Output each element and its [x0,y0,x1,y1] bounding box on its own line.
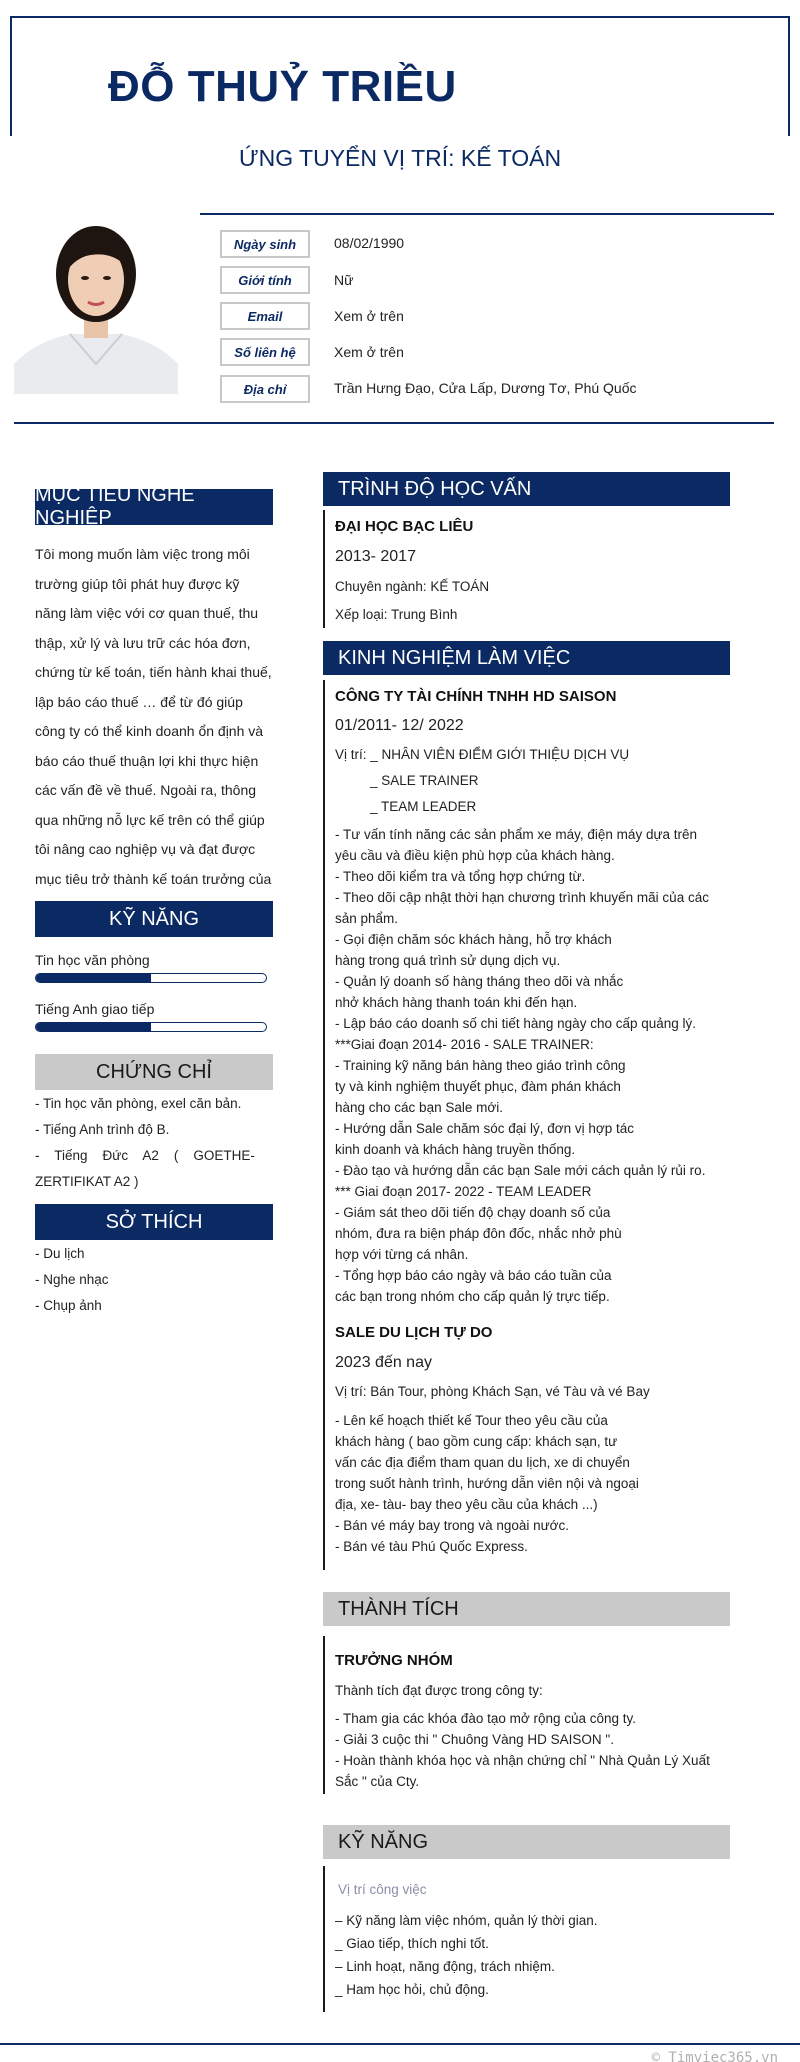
job1-duty-line: sản phẩm. [335,911,399,926]
skill-label: Tiếng Anh giao tiếp [35,1001,155,1017]
certificate-item: - Tin học văn phòng, exel căn bản. [35,1096,242,1111]
job2-role: Vị trí: Bán Tour, phòng Khách Sạn, vé Tàu và vé Bay [335,1384,650,1399]
job1-duty-line: - Giám sát theo dõi tiến độ chạy doanh số của [335,1205,611,1220]
job1-duty-line: - Theo dõi kiểm tra và tổng hợp chứng từ. [335,869,586,884]
job1-duty-line: ***Giai đoạn 2014- 2016 - SALE TRAINER: [335,1037,594,1052]
job2-duty-line: - Bán vé tàu Phú Quốc Express. [335,1539,528,1554]
skills-heading: KỸ NĂNG [35,901,273,937]
info-top-divider [200,213,774,215]
skills2-line: _ Ham học hỏi, chủ động. [335,1982,489,1997]
job2-duty-line: - Lên kế hoạch thiết kế Tour theo yêu cầu của [335,1413,608,1428]
job1-duty-line: - Quản lý doanh số hàng tháng theo dõi và nhắc [335,974,624,989]
label-email: Email [220,302,310,330]
job1-duty-line: ty và kinh nghiệm thuyết phục, đàm phán khách [335,1079,621,1094]
job1-duty-line: - Tư vấn tính năng các sản phẩm xe máy, điện máy dựa trên [335,827,698,842]
certificate-item: - Tiếng Đức A2 ( GOETHE- [35,1148,255,1163]
label-address: Địa chỉ [220,375,310,403]
job1-duty-line: - Đào tạo và hướng dẫn các bạn Sale mới cách quản lý rủi ro. [335,1163,706,1178]
certificate-item: ZERTIFIKAT A2 ) [35,1174,139,1189]
certificates-heading: CHỨNG CHỈ [35,1054,273,1090]
job1-duty-line: yêu cầu và điều kiện phù hợp của khách hàng. [335,848,615,863]
job1-duty-line: - Lập báo cáo doanh số chi tiết hàng ngày cho cấp quảng lý. [335,1016,697,1031]
hobbies-heading: SỞ THÍCH [35,1204,273,1240]
experience-rule [323,680,325,1570]
job1-role: _ TEAM LEADER [370,799,477,814]
job1-role: Vị trí: _ NHÂN VIÊN ĐIỂM GIỚI THIỆU DỊCH VỤ [335,747,630,762]
value-email: Xem ở trên [334,308,404,324]
education-school: ĐẠI HỌC BẠC LIÊU [335,518,474,535]
objective-text: Tôi mong muốn làm việc trong môi trường giúp tôi phát huy được kỹ năng làm việc với cơ quan thuế, thu thập, xử lý và lưu trữ các hóa đơn, chứng từ kế toán, tiến hành khai thuế, lập báo cáo thuế … để từ đó giúp công ty có thể kinh doanh ổn định và báo cáo thuế thuận lợi khi thực hiện các vấn đề về thuế. Ngoài ra, thông qua những nỗ lực kế trên có thể giúp tôi nâng cao nghiệp vụ và đạt được mục tiêu trở thành kế toán trưởng của [35,546,272,887]
skill-bar [35,973,267,983]
watermark: © Timviec365.vn [651,2050,778,2062]
skills2-rule [323,1866,325,2012]
achievement-line: - Tham gia các khóa đào tạo mở rộng của công ty. [335,1711,637,1726]
value-gender: Nữ [334,272,354,288]
job1-company: CÔNG TY TÀI CHÍNH TNHH HD SAISON [335,688,617,705]
skills2-subtitle: Vị trí công việc [338,1882,427,1897]
education-period: 2013- 2017 [335,548,416,565]
skill-label: Tin học văn phòng [35,952,150,968]
achievement-line: - Hoàn thành khóa học và nhận chứng chỉ " Nhà Quản Lý Xuất [335,1753,710,1768]
hobby-item: - Nghe nhạc [35,1272,109,1287]
achievement-line: - Giải 3 cuộc thi " Chuông Vàng HD SAISON ". [335,1732,614,1747]
education-major: Chuyên ngành: KẾ TOÁN [335,579,490,594]
candidate-name: ĐỖ THUỶ TRIỀU [108,62,457,111]
skill-bar-fill [36,1023,151,1031]
job1-duty-line: - Training kỹ năng bán hàng theo giáo trình công [335,1058,626,1073]
footer-divider [0,2043,800,2045]
certificate-item: - Tiếng Anh trình độ B. [35,1122,170,1137]
education-grade: Xếp loại: Trung Bình [335,607,458,622]
job1-duty-line: - Hướng dẫn Sale chăm sóc đại lý, đơn vị hợp tác [335,1121,634,1136]
skills2-heading: KỸ NĂNG [323,1825,730,1859]
achievement-title: TRƯỞNG NHÓM [335,1652,453,1669]
job1-role: _ SALE TRAINER [370,773,479,788]
skill-bar [35,1022,267,1032]
job2-company: SALE DU LỊCH TỰ DO [335,1324,493,1341]
job1-duty-line: kinh doanh và khách hàng truyền thống. [335,1142,576,1157]
skills2-line: – Linh hoạt, năng động, trách nhiệm. [335,1959,555,1974]
job2-duty-line: địa, xe- tàu- bay theo yêu cầu của khách ...) [335,1497,598,1512]
hobby-item: - Chụp ảnh [35,1298,102,1313]
job1-duty-line: hợp với từng cá nhân. [335,1247,469,1262]
job2-duty-line: trong suốt hành trình, hướng dẫn viên nội và ngoại [335,1476,639,1491]
skills2-line: – Kỹ năng làm việc nhóm, quản lý thời gian. [335,1913,598,1928]
job1-duty-line: - Theo dõi cập nhật thời hạn chương trình khuyến mãi của các [335,890,709,905]
achievement-intro: Thành tích đạt được trong công ty: [335,1683,543,1698]
info-bottom-divider [14,422,774,424]
objective-heading: MỤC TIÊU NGHỀ NGHIỆP [35,489,273,525]
hobby-item: - Du lịch [35,1246,85,1261]
label-birthdate: Ngày sinh [220,230,310,258]
job1-period: 01/2011- 12/ 2022 [335,717,464,734]
education-heading: TRÌNH ĐỘ HỌC VẤN [323,472,730,506]
job1-duty-line: các bạn trong nhóm cho cấp quản lý trực tiếp. [335,1289,610,1304]
job2-duty-line: - Bán vé máy bay trong và ngoài nước. [335,1518,570,1533]
achievements-rule [323,1636,325,1794]
job1-duty-line: - Gọi điện chăm sóc khách hàng, hỗ trợ khách [335,932,612,947]
applied-position: ỨNG TUYỂN VỊ TRÍ: KẾ TOÁN [238,145,562,171]
job2-period: 2023 đến nay [335,1354,432,1371]
achievements-heading: THÀNH TÍCH [323,1592,730,1626]
job1-duty-line: nhở khách hàng thanh toán khi đến hạn. [335,995,578,1010]
job2-duty-line: khách hàng ( bao gồm cung cấp: khách sạn, tư [335,1434,618,1449]
job2-duty-line: vấn các địa điểm tham quan du lịch, xe di chuyển [335,1455,630,1470]
job1-duty-line: hàng trong quá trình sử dụng dịch vụ. [335,953,561,968]
job1-duty-line: hàng cho các bạn Sale mới. [335,1100,503,1115]
education-rule [323,510,325,628]
skill-bar-fill [36,974,151,982]
skills2-line: _ Giao tiếp, thích nghi tốt. [335,1936,489,1951]
job1-duty-line: nhóm, đưa ra biện pháp đôn đốc, nhắc nhở phù [335,1226,622,1241]
value-phone: Xem ở trên [334,344,404,360]
value-birthdate: 08/02/1990 [334,235,405,251]
job1-duty-line: *** Giai đoạn 2017- 2022 - TEAM LEADER [335,1184,592,1199]
profile-photo [14,214,178,394]
value-address: Trần Hưng Đạo, Cửa Lấp, Dương Tơ, Phú Quốc [334,380,637,396]
achievement-line: Sắc " của Cty. [335,1774,420,1789]
experience-heading: KINH NGHIỆM LÀM VIỆC [323,641,730,675]
label-phone: Số liên hệ [220,338,310,366]
label-gender: Giới tính [220,266,310,294]
job1-duty-line: - Tổng hợp báo cáo ngày và báo cáo tuần của [335,1268,612,1283]
